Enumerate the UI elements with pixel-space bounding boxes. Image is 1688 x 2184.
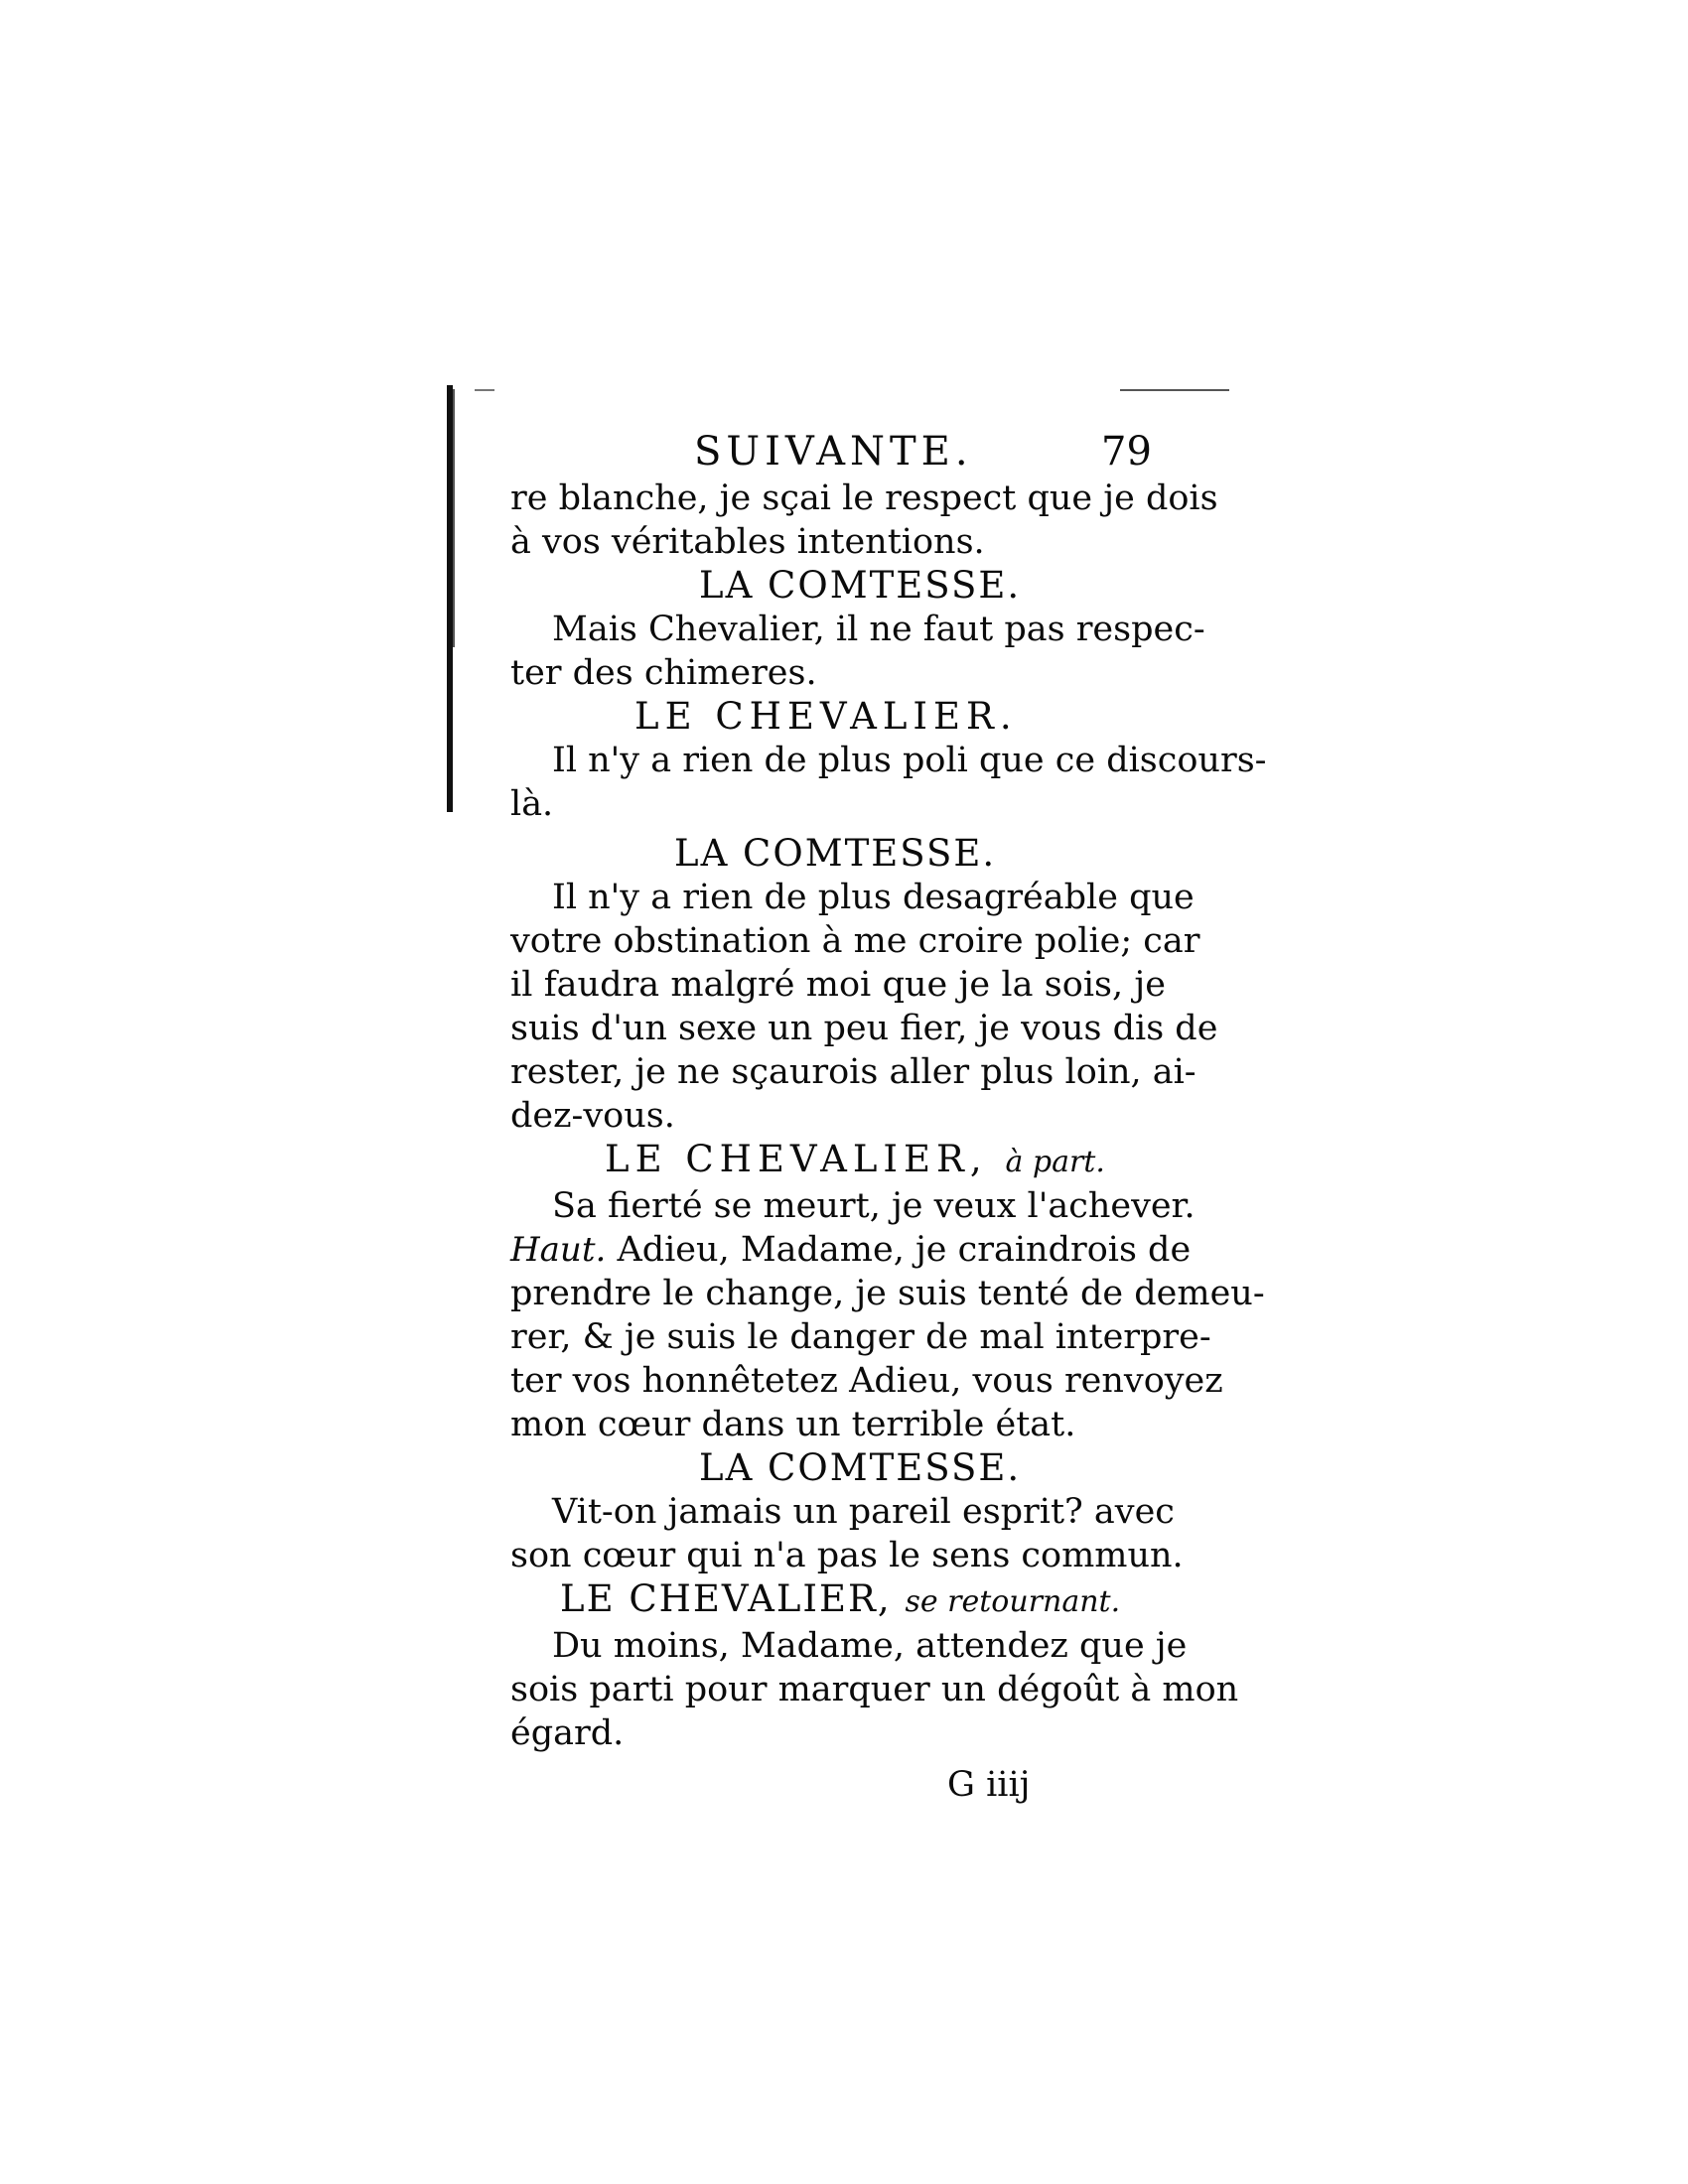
scan-edge-shadow — [453, 389, 455, 647]
stage-direction: à part. — [1005, 1145, 1105, 1179]
text-line: suis d'un sexe un peu fier, je vous dis de — [510, 1009, 1218, 1048]
speaker-heading — [510, 1138, 1166, 1184]
speaker-heading: LE CHEVALIER. — [634, 695, 1018, 738]
text-line: Il n'y a rien de plus poli que ce discours- — [552, 741, 1267, 780]
text-line: égard. — [510, 1713, 625, 1753]
book-page — [510, 427, 1267, 1811]
text-line: sois parti pour marquer un dégoût à mon — [510, 1670, 1239, 1709]
text-line: Mais Chevalier, il ne faut pas respec- — [552, 610, 1205, 649]
signature-mark: G iiij — [947, 1765, 1031, 1805]
text-line: Sa fierté se meurt, je veux l'achever. — [552, 1186, 1196, 1226]
text-line: il faudra malgré moi que je la sois, je — [510, 965, 1166, 1005]
text-line: ter vos honnêtetez Adieu, vous renvoyez — [510, 1361, 1223, 1401]
stage-direction: se retournant. — [905, 1584, 1121, 1619]
text-line: rester, je ne sçaurois aller plus loin, ai- — [510, 1052, 1196, 1092]
text-line: rer, & je suis le danger de mal interpre- — [510, 1317, 1211, 1357]
running-head — [510, 427, 1166, 477]
text-line: Du moins, Madame, attendez que je — [552, 1626, 1188, 1666]
text-line: Vit-on jamais un pareil esprit? avec — [552, 1492, 1175, 1532]
stage-direction: Haut. — [510, 1230, 607, 1270]
speaker-heading: LA COMTESSE. — [674, 832, 997, 875]
speaker-name: LE CHEVALIER, — [560, 1577, 892, 1620]
scan-top-dash — [475, 389, 494, 391]
text-line: prendre le change, je suis tenté de demeu- — [510, 1274, 1265, 1313]
page-number: 79 — [1101, 429, 1152, 475]
text-line: ter des chimeres. — [510, 653, 817, 693]
text-line: dez-vous. — [510, 1096, 675, 1136]
text-line: Il n'y a rien de plus desagréable que — [552, 878, 1195, 917]
speaker-heading: LA COMTESSE. — [699, 564, 1022, 607]
line-text: Adieu, Madame, je craindrois de — [617, 1230, 1192, 1270]
speaker-heading — [510, 1577, 1166, 1624]
text-line: là. — [510, 784, 554, 824]
signature-line — [510, 1763, 1166, 1811]
text-line: re blanche, je sçai le respect que je dois — [510, 478, 1218, 518]
text-line: à vos véritables intentions. — [510, 522, 985, 562]
speaker-name: LE CHEVALIER, — [605, 1138, 988, 1180]
speaker-heading: LA COMTESSE. — [699, 1446, 1022, 1489]
text-line: votre obstination à me croire polie; car — [510, 921, 1200, 961]
text-line: mon cœur dans un terrible état. — [510, 1405, 1076, 1444]
running-title: SUIVANTE. — [694, 429, 973, 475]
scan-top-rule — [1120, 389, 1229, 391]
text-line — [510, 1228, 1192, 1272]
text-line: son cœur qui n'a pas le sens commun. — [510, 1536, 1184, 1575]
